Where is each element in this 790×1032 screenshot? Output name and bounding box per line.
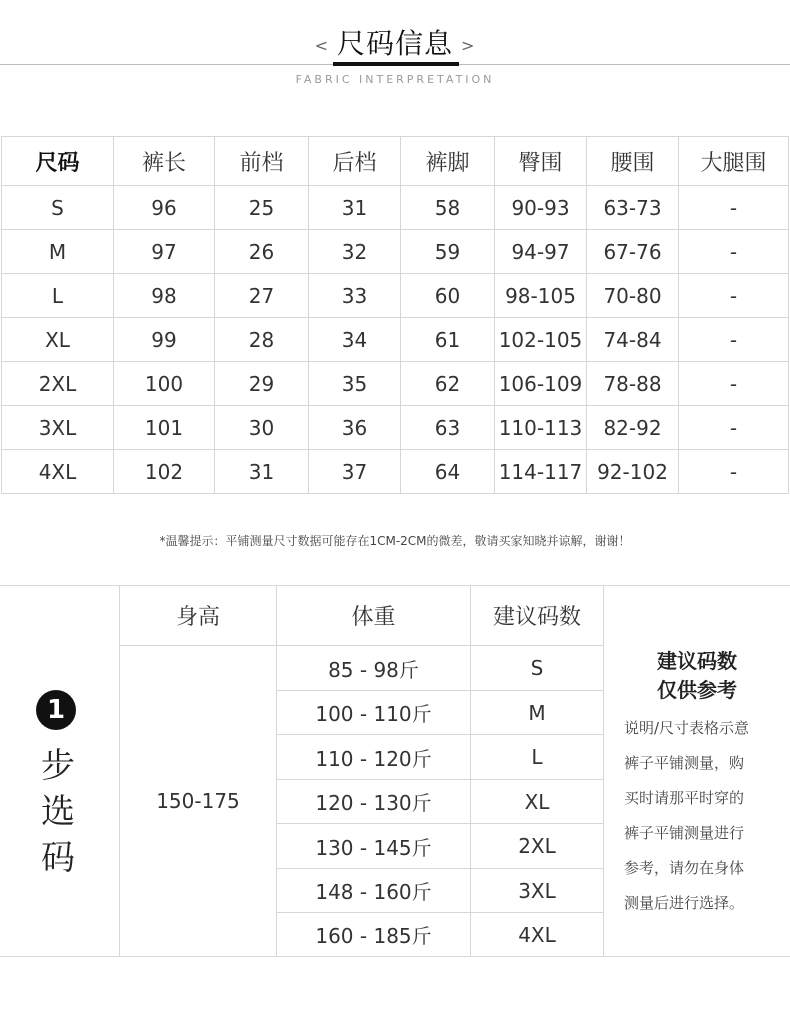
- table-cell: -: [679, 274, 789, 318]
- weight-cell: 148 - 160斤: [315, 880, 432, 904]
- header-underline: [333, 62, 459, 66]
- weight-cell: 110 - 120斤: [315, 746, 432, 771]
- table-cell: 101: [114, 406, 215, 450]
- rec-header-weight: 体重: [351, 605, 396, 630]
- table-cell: 62: [401, 362, 495, 406]
- table-row: [2, 186, 789, 230]
- size-cell: 2XL: [518, 834, 556, 858]
- section-header: [0, 22, 790, 62]
- table-cell: 78-88: [587, 362, 679, 406]
- table-cell: 114-117: [495, 450, 587, 494]
- size-cell: S: [530, 656, 544, 680]
- table-cell: S: [2, 186, 114, 230]
- table-cell: 106-109: [495, 362, 587, 406]
- table-cell: 67-76: [587, 230, 679, 274]
- table-cell: 99: [114, 318, 215, 362]
- table-cell: -: [679, 318, 789, 362]
- table-cell: -: [679, 186, 789, 230]
- table-cell: 25: [215, 186, 309, 230]
- header-cell: 臀围: [495, 137, 587, 186]
- table-cell: 102-105: [495, 318, 587, 362]
- bracket-left: <: [314, 35, 329, 55]
- side-title: 仅供参考: [657, 678, 737, 702]
- table-cell: 3XL: [2, 406, 114, 450]
- table-cell: 58: [401, 186, 495, 230]
- table-row: [2, 450, 789, 494]
- weight-cell: 85 - 98斤: [328, 657, 419, 682]
- table-cell: 74-84: [587, 318, 679, 362]
- table-cell: 64: [401, 450, 495, 494]
- height-range-cell: 150-175: [156, 789, 240, 813]
- bracket-right: >: [461, 35, 476, 55]
- table-cell: 30: [215, 406, 309, 450]
- table-cell: 60: [401, 274, 495, 318]
- table-cell: 70-80: [587, 274, 679, 318]
- table-cell: 82-92: [587, 406, 679, 450]
- header-cell: 尺码: [2, 137, 114, 186]
- table-cell: 27: [215, 274, 309, 318]
- table-row: [2, 230, 789, 274]
- header-cell: 裤长: [114, 137, 215, 186]
- table-cell: 59: [401, 230, 495, 274]
- table-row: [2, 274, 789, 318]
- size-cell: L: [531, 745, 543, 769]
- size-cell: 3XL: [518, 878, 556, 903]
- table-cell: 92-102: [587, 450, 679, 494]
- header-cell: 大腿围: [679, 137, 789, 186]
- table-cell: -: [679, 230, 789, 274]
- weight-cell: 130 - 145斤: [315, 835, 432, 860]
- table-cell: 31: [215, 450, 309, 494]
- table-cell: -: [679, 406, 789, 450]
- table-cell: 97: [114, 230, 215, 274]
- weight-cell: 160 - 185斤: [315, 924, 432, 948]
- table-cell: 110-113: [495, 406, 587, 450]
- table-cell: L: [2, 274, 114, 318]
- rec-col-divider: [603, 585, 604, 957]
- table-cell: 34: [309, 318, 401, 362]
- step-char: 选: [41, 792, 75, 832]
- table-cell: 63-73: [587, 186, 679, 230]
- step-char: 步: [41, 746, 75, 786]
- table-cell: 32: [309, 230, 401, 274]
- step-char: 码: [41, 838, 75, 878]
- weight-cell: 120 - 130斤: [315, 791, 432, 815]
- side-description: [624, 711, 774, 921]
- table-cell: 98: [114, 274, 215, 318]
- side-title: 建议码数: [657, 649, 737, 673]
- table-cell: M: [2, 230, 114, 274]
- side-desc-line: 测量后进行选择。: [624, 894, 745, 912]
- header-cell: 裤脚: [401, 137, 495, 186]
- table-cell: 4XL: [2, 450, 114, 494]
- table-cell: 33: [309, 274, 401, 318]
- measurement-note: *温馨提示：平铺测量尺寸数据可能存在1CM-2CM的微差，敬请买家知晓并谅解，谢谢！: [159, 534, 631, 548]
- table-row: [2, 362, 789, 406]
- table-cell: 29: [215, 362, 309, 406]
- size-cell: M: [528, 700, 546, 725]
- page-subtitle: FABRIC INTERPRETATION: [295, 73, 495, 86]
- table-cell: -: [679, 450, 789, 494]
- table-cell: 94-97: [495, 230, 587, 274]
- page-title: [307, 27, 484, 60]
- table-row: [2, 406, 789, 450]
- side-desc-line: 裤子平铺测量，购: [624, 754, 745, 772]
- table-cell: XL: [2, 318, 114, 362]
- side-desc-line: 参考，请勿在身体: [624, 859, 745, 877]
- size-table-header: [2, 137, 789, 186]
- size-cell: XL: [524, 789, 550, 814]
- table-cell: 37: [309, 450, 401, 494]
- side-desc-line: 裤子平铺测量进行: [624, 824, 745, 842]
- size-cell: 4XL: [518, 922, 556, 947]
- rec-header-size: 建议码数: [492, 605, 581, 630]
- table-cell: 2XL: [2, 362, 114, 406]
- header-cell: 后档: [309, 137, 401, 186]
- table-cell: 96: [114, 186, 215, 230]
- side-desc-line: 买时请那平时穿的: [624, 789, 745, 807]
- table-row: [2, 318, 789, 362]
- table-cell: 28: [215, 318, 309, 362]
- step-number-badge: 1: [36, 690, 76, 730]
- size-table: [1, 136, 789, 494]
- table-cell: 36: [309, 406, 401, 450]
- table-cell: 102: [114, 450, 215, 494]
- header-cell: 前档: [215, 137, 309, 186]
- side-desc-line: 说明/尺寸表格示意: [624, 719, 750, 737]
- table-cell: 26: [215, 230, 309, 274]
- rec-header-height: 身高: [175, 605, 220, 630]
- table-cell: 63: [401, 406, 495, 450]
- table-cell: 90-93: [495, 186, 587, 230]
- weight-cell: 100 - 110斤: [315, 702, 432, 726]
- table-cell: 61: [401, 318, 495, 362]
- table-cell: 35: [309, 362, 401, 406]
- table-cell: 100: [114, 362, 215, 406]
- header-cell: 腰围: [587, 137, 679, 186]
- table-cell: 98-105: [495, 274, 587, 318]
- table-cell: 31: [309, 186, 401, 230]
- page-title-text: 尺码信息: [336, 27, 453, 60]
- table-cell: -: [679, 362, 789, 406]
